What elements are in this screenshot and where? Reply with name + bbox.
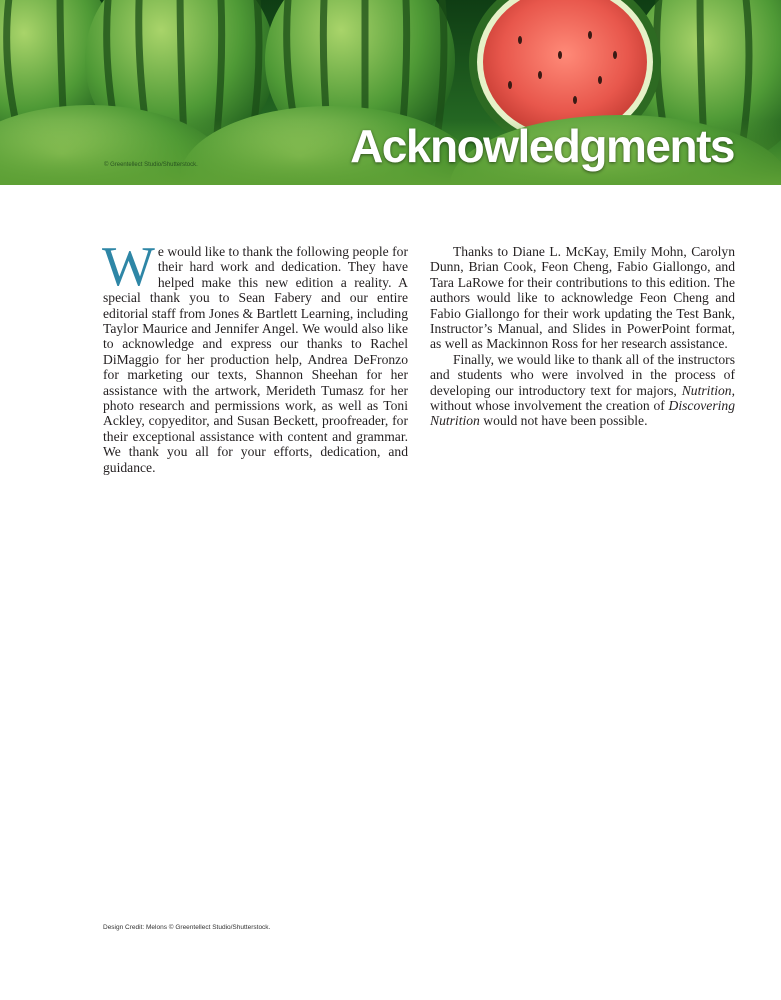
- paragraph-text: e would like to thank the following people for their hard work and dedication. They have helped make this new edition a reality. A special thank you to Sean Fabery and our entire editorial staff from Jones & Bartlett Learning, including Taylor Maurice and Jennifer Angel. We would also like to acknowledge and express our thanks to Rachel DiMaggio for her production help, Andrea DeFronzo for marketing our texts, Shannon Sheehan for her assistance with the artwork, Merideth Tumasz for her photo research and permissions work, as well as Toni Ackley, copyeditor, and Susan Beckett, proofreader, for their exceptional assistance with content and grammar. We thank you all for your efforts, dedication, and guidance.: [103, 244, 408, 475]
- drop-cap: W: [102, 236, 155, 298]
- header-banner: [0, 0, 781, 185]
- left-column: [102, 236, 408, 475]
- page-title: Acknowledgments: [350, 120, 734, 172]
- right-column: [430, 244, 735, 429]
- paragraph: [430, 352, 735, 429]
- design-credit: Design Credit: Melons © Greentellect Studio/Shutterstock.: [103, 924, 271, 931]
- book-title: Discovering Nutrition: [430, 398, 735, 429]
- book-title: Nutrition: [681, 382, 732, 398]
- paragraph: [102, 236, 408, 475]
- paragraph-text: would not have been possible.: [479, 413, 648, 429]
- paragraph-text: , without whose involvement the creation of: [430, 382, 735, 414]
- photo-credit: © Greentellect Studio/Shutterstock.: [104, 162, 198, 168]
- paragraph-text: Finally, we would like to thank all of the instructors and students who were involved in the process of developing our introductory text for majors,: [430, 351, 735, 398]
- paragraph: Thanks to Diane L. McKay, Emily Mohn, Carolyn Dunn, Brian Cook, Feon Cheng, Fabio Giallongo, and Tara LaRowe for their contributions to this edition. The authors would like to acknowledge Feon Cheng and Fabio Giallongo for their work updating the Test Bank, Instructor’s Manual, and Slides in PowerPoint format, as well as Mackinnon Ross for her research assistance.: [430, 244, 735, 352]
